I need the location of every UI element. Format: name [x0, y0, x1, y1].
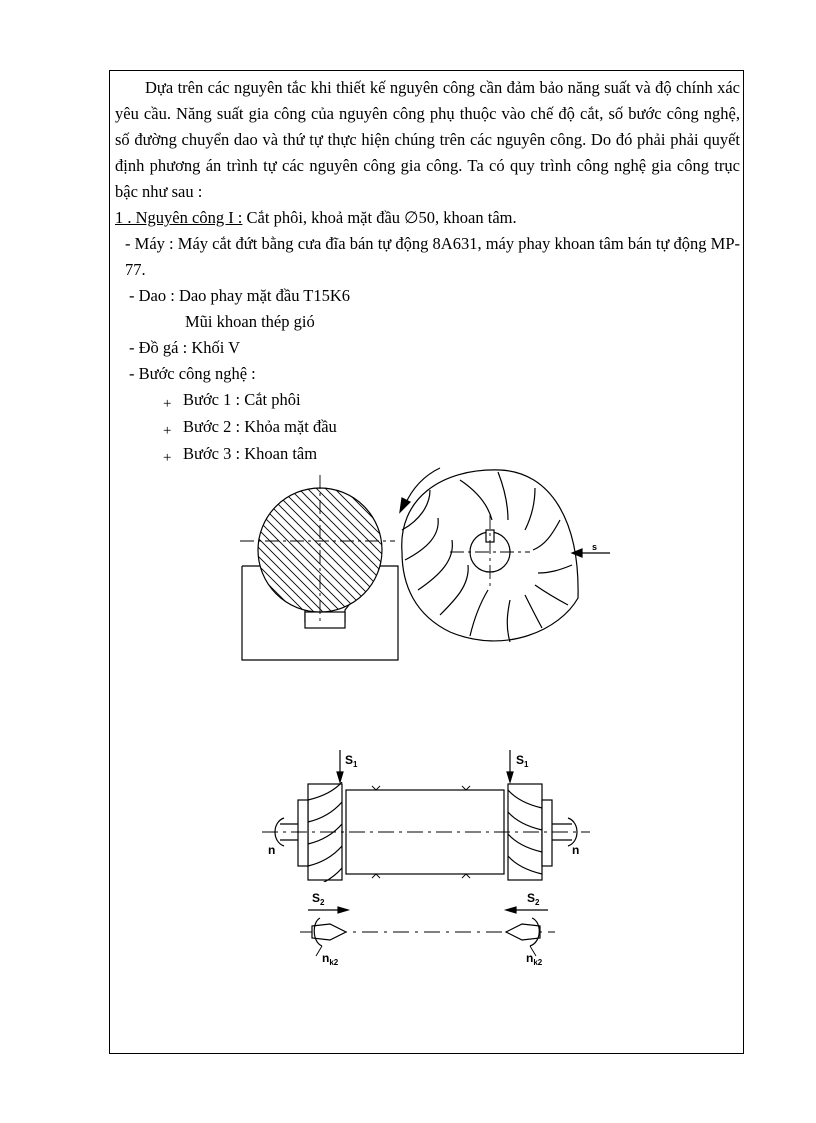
intro-paragraph: Dựa trên các nguyên tắc khi thiết kế nguyên công cần đảm bảo năng suất và độ chính xác yêu cầu. Năng suất gia công của nguyên công phụ thuộc vào chế độ cắt, số bước công nghệ, số đường chuyển dao và thứ tự thực hiện chúng trên các nguyên công. Do đó phải phải quyết định phương án trình tự các nguyên công gia công. Ta có quy trình công nghệ gia công trục bậc như sau :	[115, 78, 740, 201]
s1-sub-left: 1	[353, 760, 358, 769]
feed-label: s	[592, 542, 598, 552]
step-2-text: Bước 2 : Khỏa mặt đầu	[183, 417, 337, 436]
step-3-text: Bước 3 : Khoan tâm	[183, 444, 318, 463]
drill-sub-left: k2	[329, 958, 339, 967]
svg-text:S2	[527, 891, 540, 907]
drill-rotation-right: n	[526, 951, 534, 965]
s1-arrows	[337, 750, 513, 782]
s1-label-left: S	[345, 753, 354, 767]
steps-label: - Bước công nghệ :	[129, 364, 256, 383]
s2-sub-right: 2	[535, 898, 540, 907]
s1-sub-right: 1	[524, 760, 529, 769]
tool-line-2: Mũi khoan thép gió	[185, 312, 315, 331]
svg-text:S1	[345, 753, 358, 769]
fixture-line: - Đồ gá : Khối V	[129, 338, 241, 357]
hatch-line	[137, 480, 277, 620]
plus-icon: +	[163, 423, 172, 439]
drill-rotation-left: n	[322, 951, 330, 965]
s2-sub-left: 2	[320, 898, 325, 907]
operation-1-description: Cắt phôi, khoả mặt đầu ∅50, khoan tâm.	[242, 208, 517, 227]
hatch-line	[119, 480, 259, 620]
center-drills	[300, 918, 555, 956]
svg-text:S2	[312, 891, 325, 907]
machine-line: - Máy : Máy cắt đứt bằng cưa đĩa bán tự động 8A631, máy phay khoan tâm bán tự động MP-77.	[125, 234, 740, 279]
plus-icon: +	[163, 396, 172, 412]
rotation-label-left: n	[268, 843, 276, 857]
plus-icon: +	[163, 450, 172, 466]
figure-sawing	[110, 468, 610, 660]
drill-sub-right: k2	[533, 958, 543, 967]
svg-text:S1	[516, 753, 529, 769]
s2-label-left: S	[312, 891, 321, 905]
s2-arrows	[308, 907, 548, 913]
hatch-line	[128, 480, 268, 620]
s2-label-right: S	[527, 891, 536, 905]
figure-facing	[262, 750, 590, 956]
tool-line-1: - Dao : Dao phay mặt đầu T15K6	[129, 286, 351, 305]
operation-1-title: 1 . Nguyên công I :	[115, 208, 243, 227]
step-1-text: Bước 1 : Cắt phôi	[183, 390, 301, 409]
saw-blade	[402, 470, 578, 642]
svg-text:nk2	[322, 951, 339, 967]
feed-arrow	[572, 549, 610, 557]
left-milling-cutter	[275, 782, 342, 888]
rotation-label-right: n	[572, 843, 580, 857]
s1-label-right: S	[516, 753, 525, 767]
hatch-line	[110, 480, 250, 620]
